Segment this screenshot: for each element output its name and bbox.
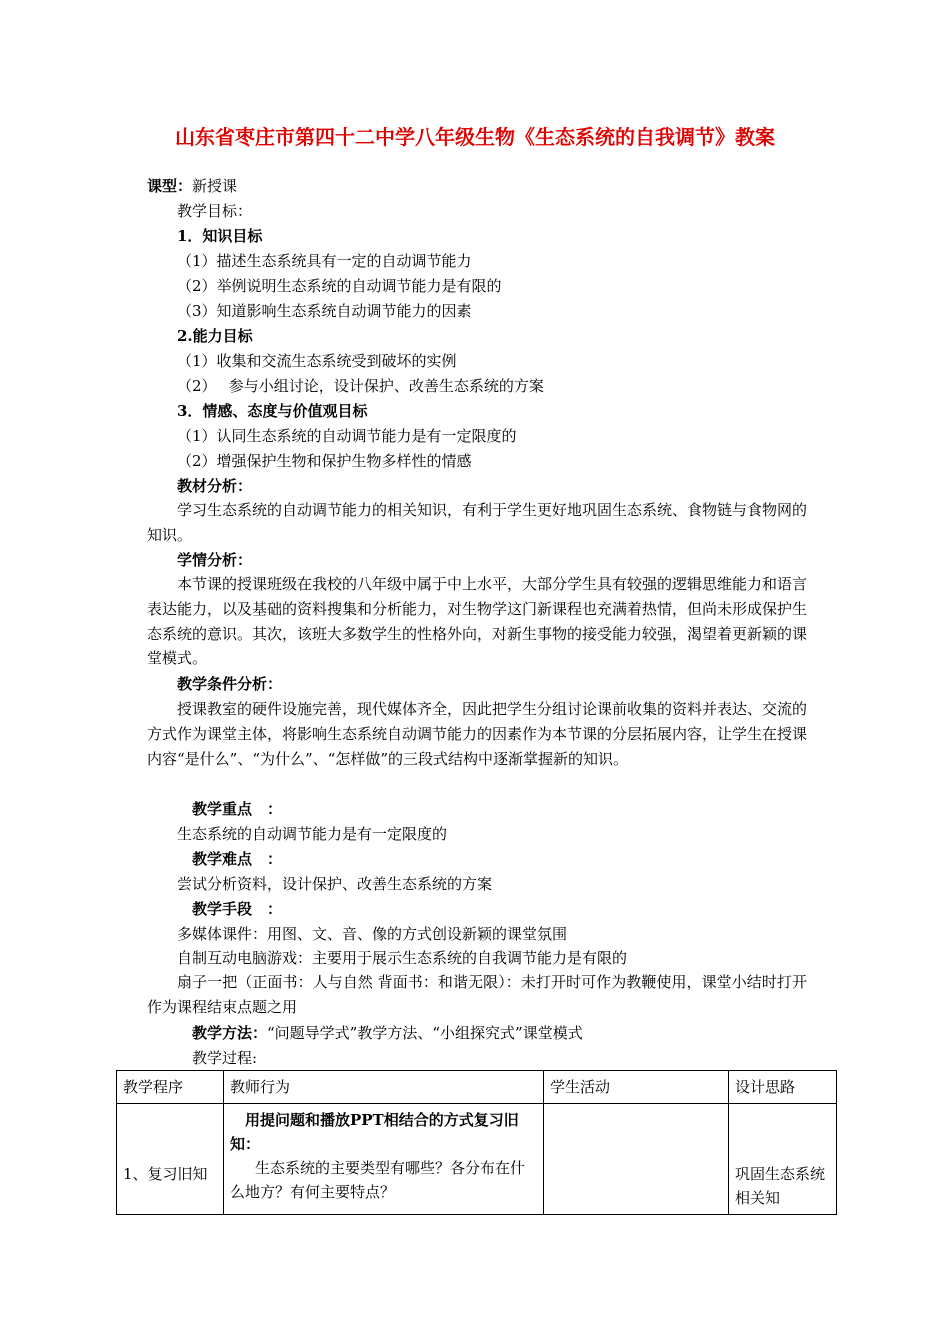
knowledge-item: （3）知道影响生态系统自动调节能力的因素 (177, 302, 472, 320)
material-heading: 教材分析： (177, 477, 253, 495)
emotion-item: （1）认同生态系统的自动调节能力是有一定限度的 (177, 427, 517, 445)
course-type-label: 课型： (147, 177, 193, 195)
emotion-item: （2）增强保护生物和保护生物多样性的情感 (177, 452, 472, 470)
knowledge-item: （2）举例说明生态系统的自动调节能力是有限的 (177, 277, 502, 295)
table-row (117, 1104, 837, 1215)
step-cell: 1、复习旧知 (117, 1104, 224, 1215)
method-heading: 教学方法： (192, 1024, 268, 1042)
method-text: “问题导学式”教学方法、“小组探究式”课堂模式 (267, 1024, 583, 1042)
teacher-text: 生态系统的主要类型有哪些？各分布在什么地方？有何主要特点？ (230, 1159, 526, 1201)
key-heading: 教学重点 ： (192, 800, 283, 818)
condition-heading: 教学条件分析： (177, 675, 283, 693)
ability-heading: 2.能力目标 (177, 327, 253, 345)
table-header-cell: 设计思路 (729, 1071, 837, 1104)
student-text: 本节课的授课班级在我校的八年级中属于中上水平，大部分学生具有较强的逻辑思维能力和语言表达能力，以及基础的资料搜集和分析能力，对生物学这门新课程也充满着热情，但尚未形成保护生态系统的意识。其次，该班大多数学生的性格外向，对新生事物的接受能力较强，渴望着更新颖的课堂模式。 (147, 575, 808, 668)
teacher-bold-text: 用提问题和播放PPT相结合的方式复习旧知： (230, 1111, 519, 1153)
method-line (192, 1023, 583, 1043)
emotion-heading: 3．情感、态度与价值观目标 (177, 402, 368, 420)
teacher-cell (224, 1104, 544, 1215)
means-item: 多媒体课件：用图、文、音、像的方式创设新颖的课堂氛围 (177, 925, 568, 943)
key-text: 生态系统的自动调节能力是有一定限度的 (177, 825, 448, 843)
table-header-cell: 教学程序 (117, 1071, 224, 1104)
means-heading: 教学手段 ： (192, 900, 283, 918)
table-header-cell: 学生活动 (544, 1071, 729, 1104)
document-title: 山东省枣庄市第四十二中学八年级生物《生态系统的自我调节》教案 (175, 125, 775, 149)
fan-text: 扇子一把（正面书：人与自然 背面书：和谐无限）：未打开时可作为教鞭使用，课堂小结时打开作为课程结束点题之用 (147, 973, 807, 1016)
student-cell (544, 1104, 729, 1215)
knowledge-heading: 1．知识目标 (177, 227, 263, 245)
process-table (116, 1070, 837, 1215)
ability-item: （2） 参与小组讨论，设计保护、改善生态系统的方案 (177, 377, 544, 395)
student-heading: 学情分析： (177, 551, 253, 569)
difficulty-heading: 教学难点 ： (192, 850, 283, 868)
course-type-value: 新授课 (192, 177, 238, 195)
means-item: 自制互动电脑游戏：主要用于展示生态系统的自我调节能力是有限的 (177, 949, 628, 967)
design-cell: 巩固生态系统相关知 (729, 1104, 837, 1215)
ability-item: （1）收集和交流生态系统受到破坏的实例 (177, 352, 457, 370)
material-text: 学习生态系统的自动调节能力的相关知识，有利于学生更好地巩固生态系统、食物链与食物网的知识。 (147, 501, 808, 544)
objectives-heading: 教学目标： (177, 202, 253, 220)
course-type-line (147, 176, 237, 196)
condition-text: 授课教室的硬件设施完善，现代媒体齐全，因此把学生分组讨论课前收集的资料并表达、交流的方式作为课堂主体，将影响生态系统自动调节能力的因素作为本节课的分层拓展内容，让学生在授课内容“是什么”、“为什么”、“怎样做”的三段式结构中逐渐掌握新的知识。 (147, 700, 808, 768)
process-heading: 教学过程: (192, 1049, 258, 1067)
table-header-row (117, 1071, 837, 1104)
difficulty-text: 尝试分析资料，设计保护、改善生态系统的方案 (177, 875, 493, 893)
table-header-cell: 教师行为 (224, 1071, 544, 1104)
knowledge-item: （1）描述生态系统具有一定的自动调节能力 (177, 252, 472, 270)
